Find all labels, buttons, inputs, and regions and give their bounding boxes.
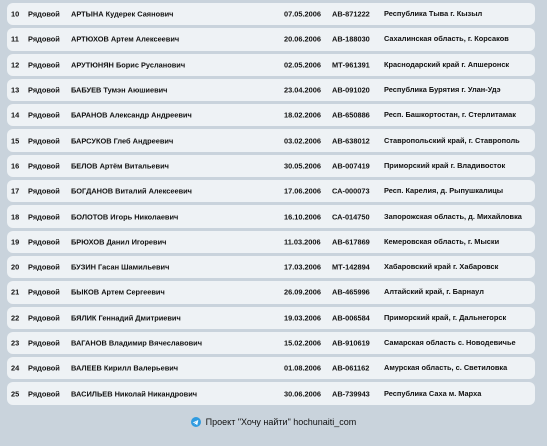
table-row: [7, 256, 535, 278]
row-rank: Рядовой: [28, 287, 60, 297]
row-code: АВ-910619: [332, 338, 370, 348]
row-number: 24: [11, 363, 20, 373]
row-place: Запорожская область, д. Михайловка: [384, 211, 522, 221]
row-rank: Рядовой: [28, 338, 60, 348]
row-date: 20.06.2006: [284, 34, 321, 44]
row-rank: Рядовой: [28, 9, 60, 19]
row-name: БЯЛИК Геннадий Дмитриевич: [71, 313, 181, 323]
row-name: БОЛОТОВ Игорь Николаевич: [71, 212, 179, 222]
row-name: БУЗИН Гасан Шамильевич: [71, 262, 170, 272]
table-row: [7, 3, 535, 25]
row-place: Сахалинская область, г. Корсаков: [384, 34, 509, 44]
row-place: Республика Бурятия г. Улан-Удэ: [384, 84, 501, 94]
row-code: АВ-638012: [332, 136, 370, 146]
row-date: 02.05.2006: [284, 60, 321, 70]
row-number: 21: [11, 287, 20, 297]
row-code: МТ-142894: [332, 262, 370, 272]
row-place: Самарская область с. Новодевичье: [384, 337, 516, 347]
row-number: 12: [11, 60, 20, 70]
row-rank: Рядовой: [28, 85, 60, 95]
row-rank: Рядовой: [28, 313, 60, 323]
row-place: Кемеровская область, г. Мыски: [384, 236, 500, 246]
row-name: БРЮХОВ Данил Игоревич: [71, 237, 167, 247]
row-code: СА-000073: [332, 186, 370, 196]
row-name: БЕЛОВ Артём Витальевич: [71, 161, 169, 171]
table-row: [7, 104, 535, 126]
row-code: АВ-739943: [332, 389, 370, 399]
table-row: [7, 281, 535, 303]
soldier-list: [7, 3, 535, 408]
row-place: Краснодарский край г. Апшеронск: [384, 59, 510, 69]
row-rank: Рядовой: [28, 237, 60, 247]
table-row: [7, 382, 535, 404]
row-date: 03.02.2006: [284, 136, 321, 146]
row-date: 18.02.2006: [284, 110, 321, 120]
row-date: 23.04.2006: [284, 85, 321, 95]
table-row: [7, 180, 535, 202]
footer-text: Проект "Хочу найти" hochunaiti_com: [205, 417, 357, 427]
row-code: АВ-871222: [332, 9, 370, 19]
row-place: Хабаровский край г. Хабаровск: [384, 261, 499, 271]
row-code: АВ-617869: [332, 237, 370, 247]
row-date: 16.10.2006: [284, 212, 321, 222]
row-number: 20: [11, 262, 20, 272]
row-rank: Рядовой: [28, 262, 60, 272]
row-name: ВАЛЕЕВ Кирилл Валерьевич: [71, 363, 179, 373]
row-code: СА-014750: [332, 212, 370, 222]
row-rank: Рядовой: [28, 60, 60, 70]
row-name: АРТЫНА Кудерек Саянович: [71, 9, 174, 19]
row-name: АРТЮХОВ Артем Алексеевич: [71, 34, 180, 44]
row-number: 15: [11, 136, 20, 146]
row-name: БАБУЕВ Тумэн Аюшиевич: [71, 85, 168, 95]
row-code: АВ-007419: [332, 161, 370, 171]
row-place: Приморский край г. Владивосток: [384, 160, 506, 170]
row-number: 17: [11, 186, 20, 196]
row-rank: Рядовой: [28, 389, 60, 399]
row-code: АВ-091020: [332, 85, 370, 95]
row-place: Приморский край, г. Дальнегорск: [384, 312, 507, 322]
row-place: Алтайский край, г. Барнаул: [384, 287, 484, 297]
row-date: 26.09.2006: [284, 287, 321, 297]
row-name: БАРАНОВ Александр Андреевич: [71, 110, 192, 120]
row-code: АВ-465996: [332, 287, 370, 297]
row-rank: Рядовой: [28, 212, 60, 222]
row-place: Респ. Карелия, д. Рыпушкалицы: [384, 186, 504, 196]
row-number: 13: [11, 85, 20, 95]
table-row: [7, 54, 535, 76]
row-number: 11: [11, 34, 19, 44]
row-date: 11.03.2006: [284, 237, 321, 247]
project-footer: [0, 413, 547, 431]
table-row: [7, 357, 535, 379]
table-row: [7, 231, 535, 253]
telegram-icon: [191, 417, 201, 427]
row-date: 07.05.2006: [284, 9, 321, 19]
row-number: 16: [11, 161, 20, 171]
table-row: [7, 205, 535, 227]
row-number: 19: [11, 237, 20, 247]
row-code: МТ-961391: [332, 60, 370, 70]
row-rank: Рядовой: [28, 186, 60, 196]
row-code: АВ-061162: [332, 363, 370, 373]
row-rank: Рядовой: [28, 110, 60, 120]
row-date: 15.02.2006: [284, 338, 321, 348]
row-rank: Рядовой: [28, 136, 60, 146]
row-code: АВ-188030: [332, 34, 370, 44]
row-place: Амурская область, с. Светиловка: [384, 363, 508, 373]
row-number: 18: [11, 212, 20, 222]
row-number: 14: [11, 110, 20, 120]
row-name: БАРСУКОВ Глеб Андреевич: [71, 136, 174, 146]
row-date: 19.03.2006: [284, 313, 321, 323]
row-place: Республика Тыва г. Кызыл: [384, 8, 483, 18]
row-date: 30.05.2006: [284, 161, 321, 171]
row-rank: Рядовой: [28, 161, 60, 171]
row-place: Республика Саха м. Марха: [384, 388, 482, 398]
table-row: [7, 332, 535, 354]
table-row: [7, 307, 535, 329]
row-place: Ставропольский край, г. Ставрополь: [384, 135, 520, 145]
row-rank: Рядовой: [28, 363, 60, 373]
row-name: БОГДАНОВ Виталий Алексеевич: [71, 186, 192, 196]
row-name: ВАСИЛЬЕВ Николай Никандрович: [71, 389, 198, 399]
row-date: 30.06.2006: [284, 389, 321, 399]
row-place: Респ. Башкортостан, г. Стерлитамак: [384, 110, 516, 120]
table-row: [7, 155, 535, 177]
row-date: 17.03.2006: [284, 262, 321, 272]
row-date: 01.08.2006: [284, 363, 321, 373]
row-number: 25: [11, 389, 20, 399]
row-date: 17.06.2006: [284, 186, 321, 196]
row-number: 22: [11, 313, 20, 323]
table-row: [7, 28, 535, 50]
row-number: 10: [11, 9, 20, 19]
table-row: [7, 129, 535, 151]
row-number: 23: [11, 338, 20, 348]
row-name: АРУТЮНЯН Борис Русланович: [71, 60, 186, 70]
row-name: БЫКОВ Артем Сергеевич: [71, 287, 165, 297]
row-name: ВАГАНОВ Владимир Вячеславович: [71, 338, 203, 348]
table-row: [7, 79, 535, 101]
row-code: АВ-006584: [332, 313, 370, 323]
row-rank: Рядовой: [28, 34, 60, 44]
row-code: АВ-650886: [332, 110, 370, 120]
